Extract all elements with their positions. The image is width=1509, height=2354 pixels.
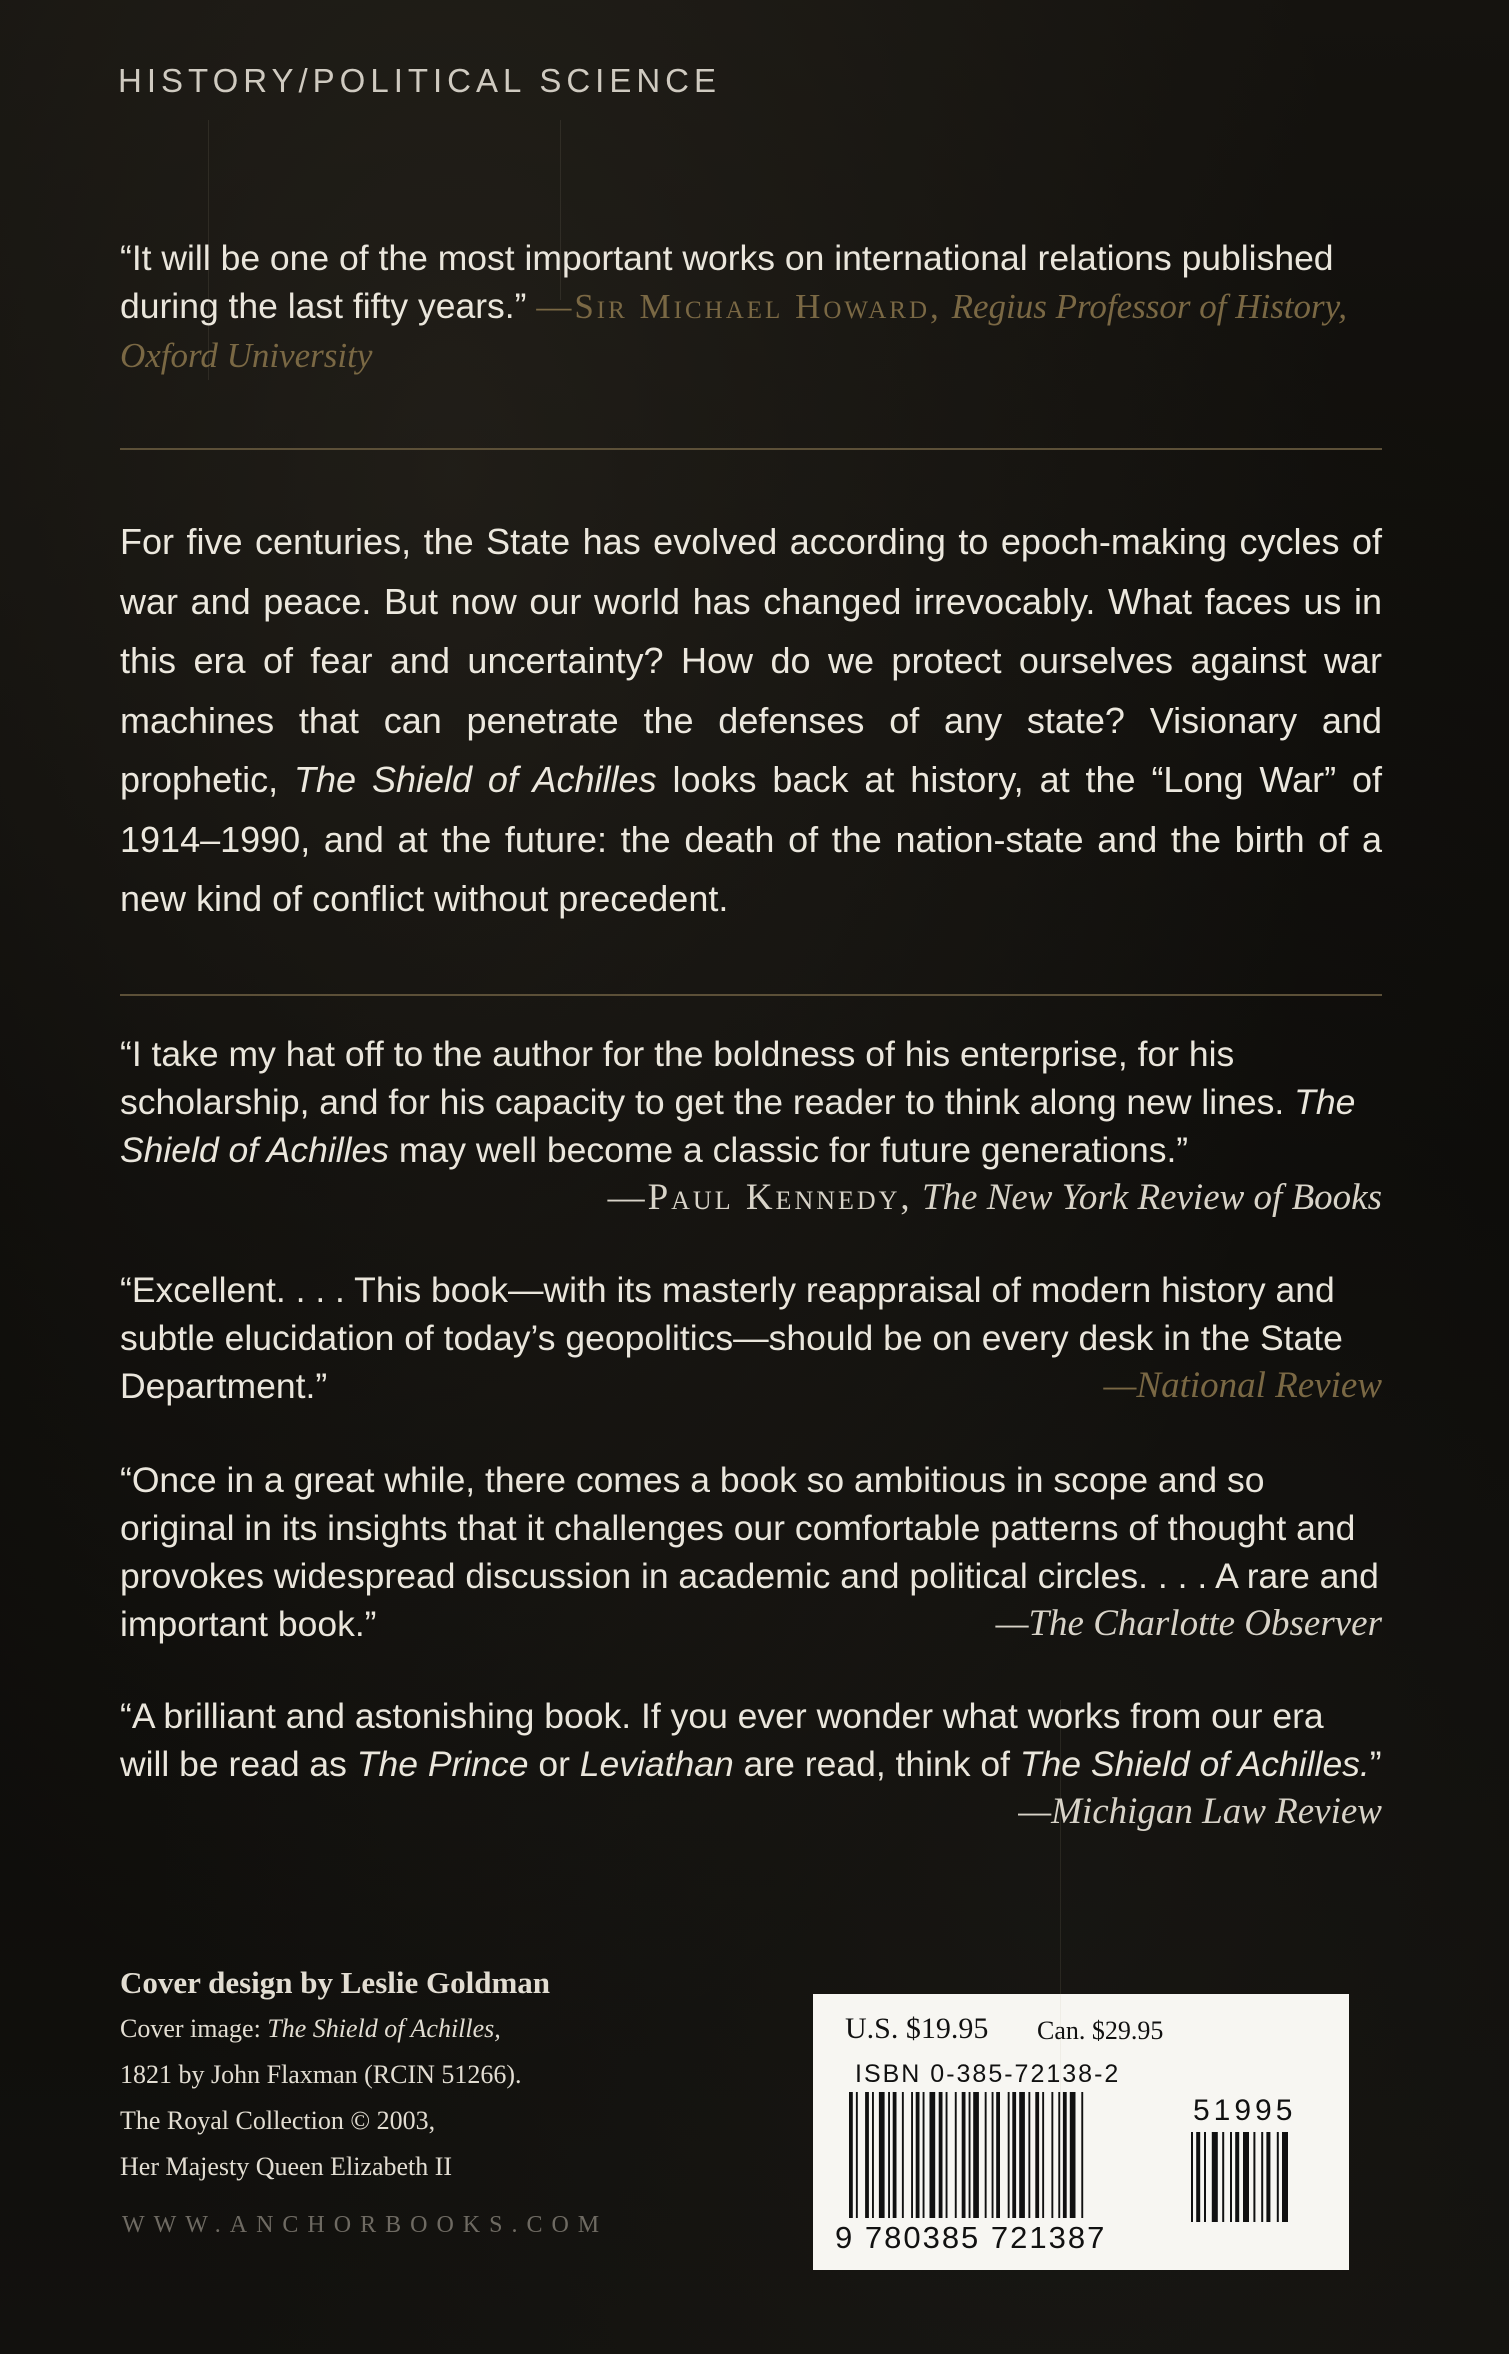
description — [120, 512, 1382, 929]
barcode-bar — [969, 2092, 971, 2218]
barcode-bar — [962, 2092, 966, 2218]
review-national-review — [120, 1266, 1382, 1410]
scratch-mark — [1060, 1700, 1061, 2120]
review-michigan-mid: or — [528, 1744, 580, 1784]
review-michigan-part3: ” — [1369, 1744, 1382, 1784]
barcode-bar — [1042, 2092, 1044, 2218]
barcode-bar — [1035, 2092, 1039, 2218]
barcode-bar — [849, 2092, 853, 2218]
credit-design: Cover design by Leslie Goldman — [120, 1965, 551, 2000]
addon-bar — [1261, 2132, 1263, 2222]
category-label: HISTORY/POLITICAL SCIENCE — [118, 62, 722, 99]
review-michigan-part1: “A brilliant and astonishing book. If you ever wonder what works from our era will be read as — [120, 1696, 1324, 1784]
addon-bar — [1235, 2132, 1239, 2222]
review-charlotte-observer — [120, 1456, 1382, 1648]
divider-middle — [120, 994, 1382, 996]
barcode-bar — [985, 2092, 987, 2218]
isbn-text: ISBN 0-385-72138-2 — [855, 2060, 1121, 2088]
price-can: Can. $29.95 — [1037, 2016, 1164, 2045]
barcode-bar — [1051, 2092, 1053, 2218]
review-michigan-law — [120, 1692, 1382, 1836]
addon-bar — [1266, 2132, 1270, 2222]
addon-bar — [1204, 2132, 1206, 2222]
barcode-bar — [992, 2092, 994, 2218]
review-national-review-attribution: —National Review — [1103, 1365, 1382, 1406]
credit-artist: 1821 by John Flaxman (RCIN 51266). — [120, 2060, 522, 2089]
publisher-website: WWW.ANCHORBOOKS.COM — [122, 2212, 609, 2238]
barcode-bar — [902, 2092, 904, 2218]
review-michigan-title1: The Prince — [356, 1744, 529, 1784]
barcode-bar — [1081, 2092, 1083, 2218]
addon-bar — [1253, 2132, 1255, 2222]
barcode-bar — [1008, 2092, 1010, 2218]
review-charlotte-observer-text: “Once in a great while, there comes a book so ambitious in scope and so original in its insights that it challenges our comfortable patterns of thought and provokes widespread discussion in academic and political circles. . . . A rare and important book.” — [120, 1460, 1379, 1644]
top-quote-text: “It will be one of the most important works on international relations published during the last fifty years.” — [120, 238, 1334, 326]
addon-barcode — [1191, 2132, 1329, 2224]
barcode-bar — [872, 2092, 874, 2218]
barcode-bar — [1019, 2092, 1025, 2218]
addon-bar — [1243, 2132, 1249, 2222]
barcode-bar — [865, 2092, 869, 2218]
addon-bar — [1191, 2132, 1193, 2222]
barcode-bar — [1012, 2092, 1016, 2218]
review-kennedy-part2: may well become a classic for future generations.” — [389, 1130, 1189, 1170]
top-quote — [120, 234, 1382, 380]
ean-barcode — [849, 2092, 1169, 2222]
barcode-bar — [939, 2092, 943, 2218]
scratch-mark — [208, 120, 209, 380]
top-quote-attribution-title: Regius Professor of History, Oxford University — [120, 287, 1348, 375]
barcode-bar — [973, 2092, 979, 2218]
review-charlotte-observer-attribution: —The Charlotte Observer — [995, 1603, 1382, 1644]
barcode-bar — [916, 2092, 920, 2218]
barcode-bar — [955, 2092, 957, 2218]
addon-bar — [1196, 2132, 1200, 2222]
credit-owner: Her Majesty Queen Elizabeth II — [120, 2152, 453, 2181]
barcode-bar — [856, 2092, 858, 2218]
review-kennedy-attribution — [608, 1174, 1382, 1222]
addon-bar — [1282, 2132, 1288, 2222]
review-kennedy-attribution-name: —Paul Kennedy, — [607, 1177, 913, 1218]
scratch-mark — [560, 120, 561, 300]
barcode-bar — [893, 2092, 897, 2218]
review-kennedy-title: The Shield of Achilles — [120, 1082, 1356, 1170]
addon-bar — [1212, 2132, 1218, 2222]
review-michigan-title3: The Shield of Achilles. — [1019, 1744, 1370, 1784]
barcode-bar — [879, 2092, 885, 2218]
review-kennedy — [120, 1030, 1382, 1222]
barcode-bar — [996, 2092, 1000, 2218]
barcode-bar — [1063, 2092, 1067, 2218]
review-michigan-title2: Leviathan — [579, 1744, 734, 1784]
credit-image: Cover image: The Shield of Achilles, — [120, 2014, 501, 2043]
top-quote-attribution-name: —Sir Michael Howard, — [536, 287, 942, 326]
barcode-bar — [888, 2092, 890, 2218]
review-michigan-attribution: —Michigan Law Review — [1018, 1791, 1382, 1832]
review-national-review-text: “Excellent. . . . This book—with its masterly reappraisal of modern history and subtle elucidation of today’s geopolitics—should be on every desk in the State Department.” — [120, 1270, 1343, 1406]
barcode-bar — [923, 2092, 925, 2218]
description-part2: looks back at history, at the “Long War” of 1914–1990, and at the future: the death of the nation-state and the birth of a new kind of conflict without precedent. — [120, 759, 1382, 919]
barcode-bar — [946, 2092, 948, 2218]
cover-credits — [120, 1960, 640, 2190]
barcode-bar — [1070, 2092, 1076, 2218]
divider-top — [120, 448, 1382, 450]
review-kennedy-attribution-source: The New York Review of Books — [921, 1177, 1382, 1218]
review-kennedy-part1: “I take my hat off to the author for the boldness of his enterprise, for his scholarship, and for his capacity to get the reader to think along new lines. — [120, 1034, 1295, 1122]
credit-image-title: The Shield of Achilles, — [267, 2014, 501, 2043]
barcode-label — [813, 1994, 1349, 2270]
barcode-bar — [911, 2092, 913, 2218]
addon-bar — [1230, 2132, 1232, 2222]
review-michigan-part2: are read, think of — [733, 1744, 1020, 1784]
description-part1: For five centuries, the State has evolved according to epoch-making cycles of war and peace. But now our world has changed irrevocably. What faces us in this era of fear and uncertainty? How do we protect ourselves against war machines that can penetrate the defenses of any state? Visionary and prophetic, — [120, 521, 1382, 800]
addon-digits: 51995 — [1193, 2094, 1297, 2127]
ean-digits: 9 780385 721387 — [835, 2220, 1107, 2255]
description-title: The Shield of Achilles — [294, 759, 657, 800]
price-us: U.S. $19.95 — [845, 2012, 989, 2045]
addon-bar — [1277, 2132, 1279, 2222]
barcode-bar — [1028, 2092, 1030, 2218]
addon-bar — [1222, 2132, 1224, 2222]
barcode-bar — [930, 2092, 936, 2218]
credit-collection: The Royal Collection © 2003, — [120, 2106, 436, 2135]
